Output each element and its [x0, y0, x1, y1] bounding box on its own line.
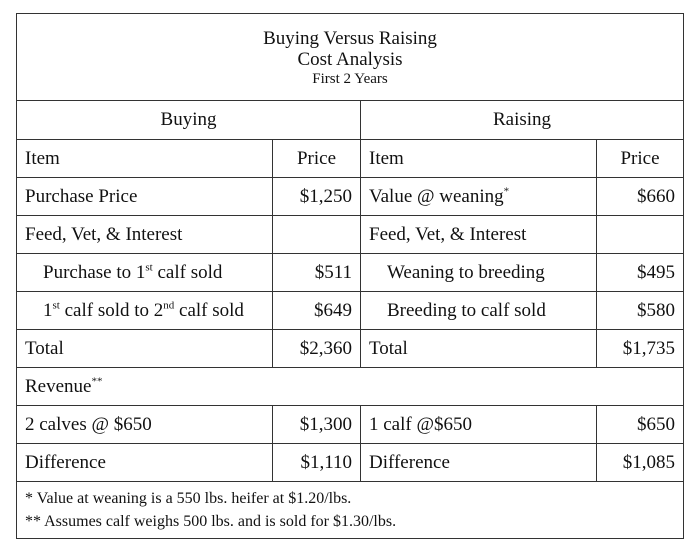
title-line-2: Cost Analysis — [297, 49, 403, 71]
buying-label: Difference — [17, 444, 273, 482]
table-row — [17, 216, 684, 254]
buying-label: Total — [17, 330, 273, 368]
table-row — [17, 254, 684, 292]
label-part: calf sold — [152, 261, 223, 283]
title-line-3: First 2 Years — [312, 71, 388, 88]
raising-price: $660 — [597, 178, 684, 216]
raising-price-header: Price — [597, 140, 684, 178]
table-row — [17, 292, 684, 330]
cost-analysis-table — [16, 13, 684, 539]
table-row — [17, 330, 684, 368]
label-part: calf sold to 2 — [59, 299, 164, 321]
buying-price — [273, 216, 361, 254]
raising-label: Breeding to calf sold — [361, 292, 597, 330]
footnote-mark: * — [503, 185, 510, 198]
raising-label — [361, 178, 597, 216]
raising-price: $580 — [597, 292, 684, 330]
buying-price: $1,250 — [273, 178, 361, 216]
section-buying: Buying — [17, 101, 361, 140]
label-part: 1 — [43, 299, 53, 321]
buying-price: $1,110 — [273, 444, 361, 482]
footnote-mark: ** — [91, 375, 103, 388]
revenue-label — [17, 368, 684, 406]
raising-label: 1 calf @$650 — [361, 406, 597, 444]
buying-price-header: Price — [273, 140, 361, 178]
buying-label — [17, 254, 273, 292]
buying-price: $2,360 — [273, 330, 361, 368]
buying-item-header: Item — [17, 140, 273, 178]
ordinal-suffix: nd — [163, 299, 175, 312]
label-part: calf sold — [174, 299, 244, 321]
section-raising: Raising — [361, 101, 684, 140]
footnotes-row — [17, 482, 684, 539]
buying-price: $1,300 — [273, 406, 361, 444]
raising-label: Feed, Vet, & Interest — [361, 216, 597, 254]
raising-price: $650 — [597, 406, 684, 444]
table-row — [17, 406, 684, 444]
ordinal-suffix: st — [145, 261, 153, 274]
buying-label: Feed, Vet, & Interest — [17, 216, 273, 254]
table-row — [17, 178, 684, 216]
raising-label: Total — [361, 330, 597, 368]
buying-label: 2 calves @ $650 — [17, 406, 273, 444]
raising-item-header: Item — [361, 140, 597, 178]
title-line-1: Buying Versus Raising — [263, 27, 437, 49]
table-row — [17, 368, 684, 406]
column-header-row — [17, 140, 684, 178]
raising-label: Weaning to breeding — [361, 254, 597, 292]
footnote-1: * Value at weaning is a 550 lbs. heifer at $1.20/lbs. — [25, 489, 352, 507]
raising-price — [597, 216, 684, 254]
raising-label-text: Value @ weaning — [369, 185, 504, 207]
buying-price: $649 — [273, 292, 361, 330]
section-header-row — [17, 101, 684, 140]
buying-label — [17, 292, 273, 330]
table-row — [17, 444, 684, 482]
raising-price: $495 — [597, 254, 684, 292]
raising-price: $1,085 — [597, 444, 684, 482]
raising-label: Difference — [361, 444, 597, 482]
buying-label: Purchase Price — [17, 178, 273, 216]
label-part: Purchase to 1 — [43, 261, 146, 283]
footnote-2: ** Assumes calf weighs 500 lbs. and is sold for $1.30/lbs. — [25, 513, 397, 530]
title-row — [17, 14, 684, 101]
buying-price: $511 — [273, 254, 361, 292]
raising-price: $1,735 — [597, 330, 684, 368]
revenue-text: Revenue — [25, 375, 92, 397]
ordinal-suffix: st — [52, 299, 60, 312]
footnotes — [17, 482, 684, 539]
table-title — [17, 14, 684, 101]
